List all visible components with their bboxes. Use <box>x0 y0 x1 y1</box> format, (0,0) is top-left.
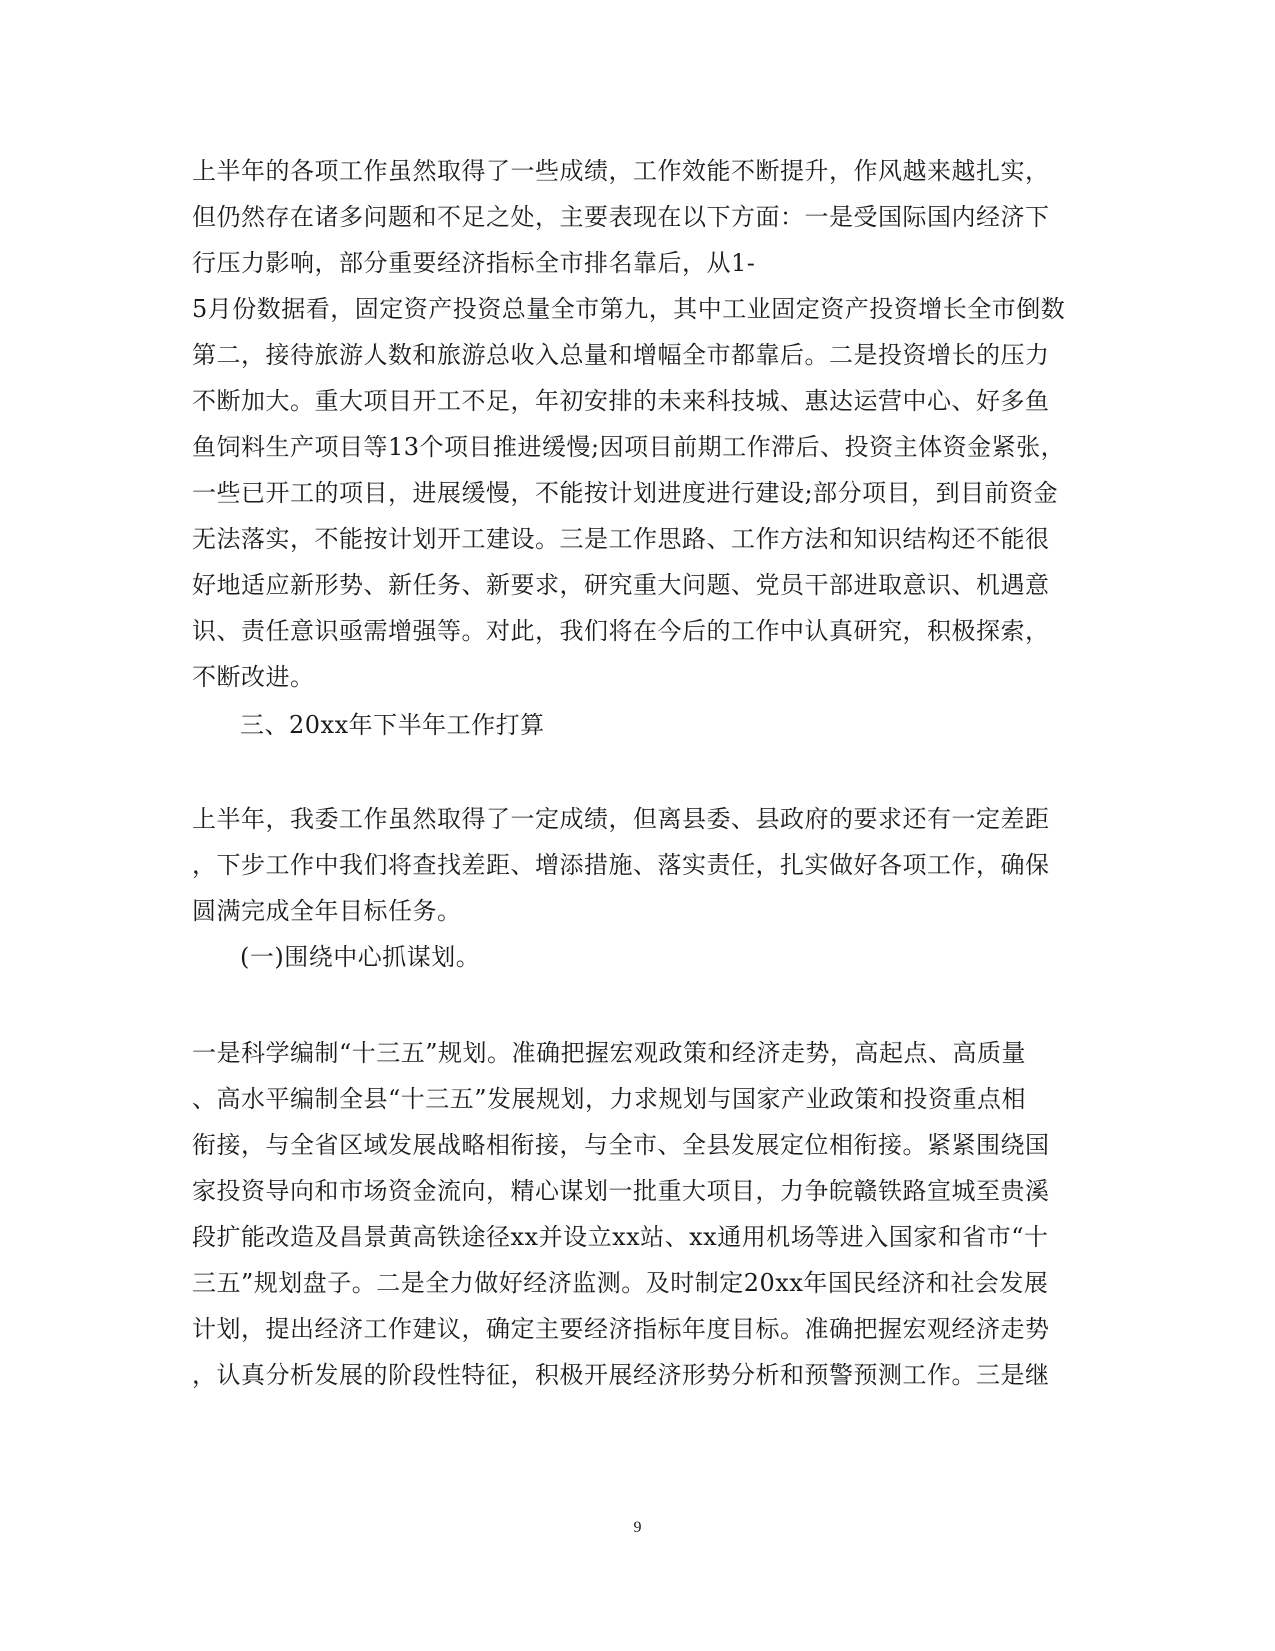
page-number: 9 <box>633 1519 642 1536</box>
text-line: 衔接，与全省区域发展战略相衔接，与全市、全县发展定位相衔接。紧紧围绕国 <box>192 1131 1050 1159</box>
section-heading: 三、20xx年下半年工作打算 <box>240 711 545 739</box>
text-line: 鱼饲料生产项目等13个项目推进缓慢;因项目前期工作滞后、投资主体资金紧张， <box>192 433 1066 461</box>
text-line: 不断加大。重大项目开工不足，年初安排的未来科技城、惠达运营中心、好多鱼 <box>192 387 1050 415</box>
text-line: ，下步工作中我们将查找差距、增添措施、落实责任，扎实做好各项工作，确保 <box>192 851 1050 879</box>
text-line: 、高水平编制全县“十三五”发展规划，力求规划与国家产业政策和投资重点相 <box>192 1085 1027 1113</box>
text-line: 上半年，我委工作虽然取得了一定成绩，但离县委、县政府的要求还有一定差距 <box>192 805 1050 833</box>
text-line: 计划，提出经济工作建议，确定主要经济指标年度目标。准确把握宏观经济走势 <box>192 1315 1050 1343</box>
subsection-heading: (一)围绕中心抓谋划。 <box>240 943 481 971</box>
text-line: 一些已开工的项目，进展缓慢，不能按计划进度进行建设;部分项目，到目前资金 <box>192 479 1059 507</box>
text-line: 不断改进。 <box>192 663 315 691</box>
text-line: 第二，接待旅游人数和旅游总收入总量和增幅全市都靠后。二是投资增长的压力 <box>192 341 1050 369</box>
text-line: 三五”规划盘子。二是全力做好经济监测。及时制定20xx年国民经济和社会发展 <box>192 1269 1049 1297</box>
text-line: 上半年的各项工作虽然取得了一些成绩，工作效能不断提升，作风越来越扎实， <box>192 157 1050 185</box>
text-line: 识、责任意识亟需增强等。对此，我们将在今后的工作中认真研究，积极探索， <box>192 617 1050 645</box>
text-line: 无法落实，不能按计划开工建设。三是工作思路、工作方法和知识结构还不能很 <box>192 525 1050 553</box>
text-line: 一是科学编制“十三五”规划。准确把握宏观政策和经济走势，高起点、高质量 <box>192 1039 1027 1067</box>
text-line: 行压力影响，部分重要经济指标全市排名靠后，从1- <box>192 249 756 277</box>
text-line: ，认真分析发展的阶段性特征，积极开展经济形势分析和预警预测工作。三是继 <box>192 1361 1050 1389</box>
text-line: 5月份数据看，固定资产投资总量全市第九，其中工业固定资产投资增长全市倒数 <box>192 295 1066 323</box>
text-line: 圆满完成全年目标任务。 <box>192 897 462 925</box>
text-line: 家投资导向和市场资金流向，精心谋划一批重大项目，力争皖赣铁路宣城至贵溪 <box>192 1177 1050 1205</box>
text-line: 段扩能改造及昌景黄高铁途径xx并设立xx站、xx通用机场等进入国家和省市“十 <box>192 1223 1049 1251</box>
text-line: 好地适应新形势、新任务、新要求，研究重大问题、党员干部进取意识、机遇意 <box>192 571 1050 599</box>
text-line: 但仍然存在诸多问题和不足之处，主要表现在以下方面：一是受国际国内经济下 <box>192 203 1050 231</box>
